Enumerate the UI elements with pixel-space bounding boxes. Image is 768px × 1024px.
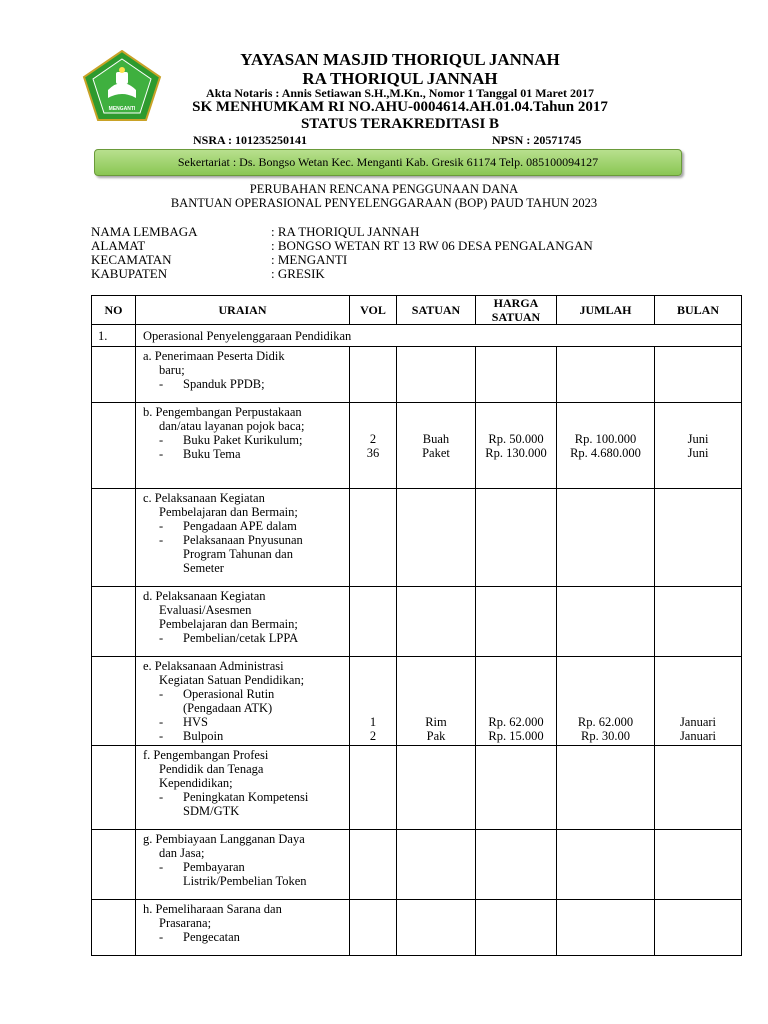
- list-item: [143, 447, 345, 461]
- cell-line: Januari: [679, 729, 717, 743]
- list-item: [143, 377, 345, 391]
- header-no: NO: [92, 296, 136, 325]
- npsn-number: NPSN : 20571745: [492, 133, 582, 147]
- cell-line: Rp. 130.000: [485, 446, 547, 460]
- list-dash: -: [159, 687, 164, 701]
- row-heading: g. Pembiayaan Langganan Daya: [143, 832, 305, 846]
- document-subtitle: BANTUAN OPERASIONAL PENYELENGGARAAN (BOP) PAUD TAHUN 2023: [170, 196, 598, 210]
- row-description: [136, 347, 350, 403]
- cell-jumlah: [557, 489, 655, 587]
- list-item: [143, 729, 345, 743]
- row-heading: e. Pelaksanaan Administrasi: [143, 659, 284, 673]
- row-heading: c. Pelaksanaan Kegiatan: [143, 491, 265, 505]
- row-number-cell: [92, 746, 136, 830]
- cell-harga: [476, 347, 557, 403]
- section-number: 1.: [92, 325, 136, 347]
- cell-vol: [350, 489, 397, 587]
- list-item-text: [183, 687, 274, 715]
- row-heading-continued: Prasarana;: [159, 916, 212, 930]
- row-heading: f. Pengembangan Profesi: [143, 748, 269, 762]
- cell-line: Program Tahunan dan: [183, 547, 293, 561]
- list-item: [143, 533, 345, 575]
- list-item: [143, 930, 345, 944]
- list-item: [143, 860, 345, 888]
- row-description: [136, 746, 350, 830]
- list-dash: -: [159, 533, 164, 547]
- table-row: [92, 489, 742, 587]
- row-heading-continued: Pembelajaran dan Bermain;: [159, 617, 298, 631]
- row-number-cell: [92, 657, 136, 746]
- list-dash: -: [159, 729, 164, 743]
- cell-line: Rp. 15.000: [488, 729, 544, 743]
- row-number-cell: [92, 403, 136, 489]
- cell-jumlah: [557, 900, 655, 956]
- table-row: [92, 830, 742, 900]
- list-dash: -: [159, 631, 164, 645]
- row-heading-continued: Pembelajaran dan Bermain;: [159, 505, 298, 519]
- list-dash: -: [159, 447, 164, 461]
- row-heading-continued: dan Jasa;: [159, 846, 205, 860]
- cell-line: 1: [369, 715, 377, 729]
- cell-line: Rp. 50.000: [488, 432, 544, 446]
- info-label: ALAMAT: [91, 238, 146, 253]
- list-item-text: [183, 715, 208, 729]
- info-value: : MENGANTI: [271, 252, 348, 267]
- cell-jumlah: [557, 347, 655, 403]
- cell-line: Buku Paket Kurikulum;: [183, 433, 303, 447]
- row-heading: h. Pemeliharaan Sarana dan: [143, 902, 282, 916]
- list-item: [143, 631, 345, 645]
- list-item-text: [183, 631, 298, 645]
- info-label: KECAMATAN: [91, 252, 172, 267]
- row-description: [136, 900, 350, 956]
- header-vol: VOL: [350, 296, 397, 325]
- cell-harga: [476, 403, 557, 489]
- header-harga-satuan: [476, 296, 557, 325]
- cell-line: Operasional Rutin: [183, 687, 275, 701]
- logo-text: MENGANTI: [108, 106, 136, 112]
- row-number-cell: [92, 900, 136, 956]
- cell-line: Rp. 62.000: [577, 715, 634, 729]
- document-title: PERUBAHAN RENCANA PENGGUNAAN DANA: [249, 182, 519, 196]
- info-value: : RA THORIQUL JANNAH: [271, 224, 420, 239]
- cell-harga: [476, 657, 557, 746]
- list-dash: -: [159, 519, 164, 533]
- foundation-name: YAYASAN MASJID THORIQUL JANNAH: [240, 50, 560, 69]
- list-item-text: [183, 533, 303, 575]
- list-item-text: [183, 519, 297, 533]
- cell-line: Pak: [426, 729, 446, 743]
- table-row: [92, 403, 742, 489]
- cell-bulan: [655, 900, 742, 956]
- list-item: [143, 433, 345, 447]
- row-heading-continued: Kependidikan;: [159, 776, 233, 790]
- cell-line: Pelaksanaan Pnyusunan: [183, 533, 303, 547]
- cell-satuan: [397, 587, 476, 657]
- cell-line: Rp. 30.00: [581, 729, 630, 743]
- header-harga-line: HARGA: [493, 296, 539, 310]
- list-item-text: [183, 729, 223, 743]
- table-row: [92, 900, 742, 956]
- list-item: [143, 790, 345, 818]
- cell-satuan: [397, 657, 476, 746]
- list-item-text: [183, 447, 241, 461]
- row-description: [136, 657, 350, 746]
- row-heading-continued: Kegiatan Satuan Pendidikan;: [159, 673, 305, 687]
- cell-line: Juni: [687, 432, 709, 446]
- cell-line: Juni: [687, 446, 709, 460]
- cell-line: Spanduk PPDB;: [183, 377, 265, 391]
- cell-line: Peningkatan Kompetensi: [183, 790, 309, 804]
- cell-line: Rp. 4.680.000: [570, 446, 641, 460]
- row-description: [136, 830, 350, 900]
- row-number-cell: [92, 830, 136, 900]
- cell-jumlah: [557, 657, 655, 746]
- cell-bulan: [655, 489, 742, 587]
- table-row: [92, 657, 742, 746]
- cell-harga: [476, 746, 557, 830]
- cell-line: Pengecatan: [183, 930, 240, 944]
- decree-number: SK MENHUMKAM RI NO.AHU-0004614.AH.01.04.Tahun 2017: [192, 99, 608, 115]
- row-heading: d. Pelaksanaan Kegiatan: [143, 589, 266, 603]
- info-value: : BONGSO WETAN RT 13 RW 06 DESA PENGALANGAN: [271, 238, 593, 253]
- list-dash: -: [159, 433, 164, 447]
- info-label: KABUPATEN: [91, 266, 168, 281]
- cell-line: Pembayaran: [183, 860, 245, 874]
- cell-line: Buah: [422, 432, 450, 446]
- list-item: [143, 687, 345, 715]
- row-heading-continued: baru;: [159, 363, 185, 377]
- header-uraian: URAIAN: [136, 296, 350, 325]
- section-row: [92, 325, 742, 347]
- cell-line: Bulpoin: [183, 729, 224, 743]
- cell-line: 2: [369, 432, 377, 446]
- cell-harga: [476, 587, 557, 657]
- cell-satuan: [397, 489, 476, 587]
- row-description: [136, 403, 350, 489]
- header-jumlah: JUMLAH: [557, 296, 655, 325]
- cell-jumlah: [557, 587, 655, 657]
- notary-deed: Akta Notaris : Annis Setiawan S.H.,M.Kn., Nomor 1 Tanggal 01 Maret 2017: [206, 86, 594, 100]
- cell-vol: [350, 900, 397, 956]
- list-dash: -: [159, 377, 164, 391]
- cell-satuan: [397, 403, 476, 489]
- list-dash: -: [159, 715, 164, 729]
- cell-line: Rp. 62.000: [488, 715, 544, 729]
- row-number-cell: [92, 489, 136, 587]
- cell-jumlah: [557, 746, 655, 830]
- row-description: [136, 489, 350, 587]
- cell-vol: [350, 830, 397, 900]
- info-value: : GRESIK: [271, 266, 325, 281]
- cell-bulan: [655, 403, 742, 489]
- accreditation-status: STATUS TERAKREDITASI B: [300, 116, 500, 132]
- list-item: [143, 519, 345, 533]
- table-header-row: [92, 296, 742, 325]
- cell-satuan: [397, 746, 476, 830]
- cell-line: Rp. 100.000: [574, 432, 637, 446]
- header-bulan: BULAN: [655, 296, 742, 325]
- cell-vol: [350, 746, 397, 830]
- row-heading-continued: Evaluasi/Asesmen: [159, 603, 252, 617]
- table-row: [92, 347, 742, 403]
- secretariat-bar: Sekertariat : Ds. Bongso Wetan Kec. Menganti Kab. Gresik 61174 Telp. 085100094127: [94, 149, 682, 176]
- header-satuan: SATUAN: [397, 296, 476, 325]
- cell-satuan: [397, 347, 476, 403]
- cell-line: Paket: [422, 446, 450, 460]
- cell-bulan: [655, 746, 742, 830]
- cell-line: Semeter: [183, 561, 224, 575]
- list-item-text: [183, 377, 265, 391]
- list-item: [143, 715, 345, 729]
- row-heading: a. Penerimaan Peserta Didik: [143, 349, 285, 363]
- cell-bulan: [655, 830, 742, 900]
- budget-table: [91, 295, 742, 956]
- cell-line: Buku Tema: [183, 447, 241, 461]
- cell-line: Rim: [425, 715, 447, 729]
- cell-vol: [350, 657, 397, 746]
- list-item-text: [183, 433, 302, 447]
- cell-jumlah: [557, 403, 655, 489]
- cell-harga: [476, 900, 557, 956]
- cell-vol: [350, 587, 397, 657]
- school-name: RA THORIQUL JANNAH: [302, 69, 498, 88]
- row-number-cell: [92, 347, 136, 403]
- cell-line: Listrik/Pembelian Token: [183, 874, 307, 888]
- cell-line: (Pengadaan ATK): [183, 701, 273, 715]
- cell-bulan: [655, 587, 742, 657]
- info-label: NAMA LEMBAGA: [91, 224, 198, 239]
- cell-line: HVS: [183, 715, 209, 729]
- list-dash: -: [159, 860, 164, 874]
- cell-harga: [476, 489, 557, 587]
- list-item-text: [183, 790, 308, 818]
- row-number-cell: [92, 587, 136, 657]
- row-heading: b. Pengembangan Perpustakaan: [143, 405, 302, 419]
- list-item-text: [183, 930, 240, 944]
- cell-line: 36: [366, 446, 380, 460]
- cell-harga: [476, 830, 557, 900]
- list-dash: -: [159, 930, 164, 944]
- cell-bulan: [655, 657, 742, 746]
- cell-line: SDM/GTK: [183, 804, 240, 818]
- cell-bulan: [655, 347, 742, 403]
- header-satuan-line: SATUAN: [491, 310, 541, 324]
- cell-line: 2: [369, 729, 377, 743]
- row-description: [136, 587, 350, 657]
- cell-vol: [350, 403, 397, 489]
- list-dash: -: [159, 790, 164, 804]
- list-item-text: [183, 860, 307, 888]
- cell-line: Pengadaan APE dalam: [183, 519, 297, 533]
- section-title: Operasional Penyelenggaraan Pendidikan: [136, 325, 742, 347]
- row-heading-continued: dan/atau layanan pojok baca;: [159, 419, 305, 433]
- table-row: [92, 587, 742, 657]
- cell-vol: [350, 347, 397, 403]
- cell-line: Januari: [679, 715, 717, 729]
- cell-satuan: [397, 830, 476, 900]
- cell-satuan: [397, 900, 476, 956]
- cell-line: Pembelian/cetak LPPA: [183, 631, 299, 645]
- nsra-number: NSRA : 101235250141: [193, 133, 308, 147]
- table-row: [92, 746, 742, 830]
- cell-jumlah: [557, 830, 655, 900]
- row-heading-continued: Pendidik dan Tenaga: [159, 762, 264, 776]
